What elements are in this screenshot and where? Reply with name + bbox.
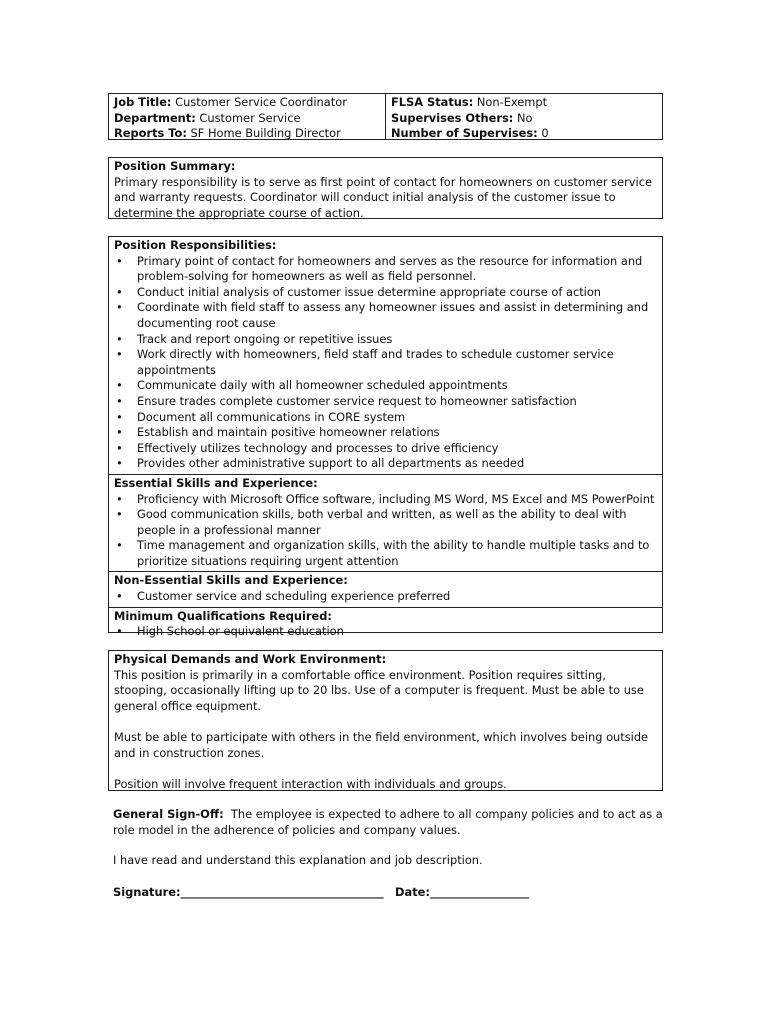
minimum-qualifications-list xyxy=(114,624,657,640)
supervises-row: Supervises Others: No xyxy=(391,110,533,125)
position-summary-text: Primary responsibility is to serve as first point of contact for homeowners on customer service and warranty requests. Coordinator will conduct initial analysis of the customer issue to determine the appropriate course of action. xyxy=(114,174,652,220)
essential-skills-title: Essential Skills and Experience: xyxy=(114,475,318,490)
position-summary-box xyxy=(108,157,663,219)
supervises-value: No xyxy=(516,110,533,125)
position-summary xyxy=(109,158,662,223)
signature-label: Signature: xyxy=(113,885,181,899)
non-essential-skills-section xyxy=(109,571,662,606)
num-supervises-value: 0 xyxy=(541,126,549,141)
list-item: • Ensure trades complete customer service request to homeowner satisfaction xyxy=(114,394,657,410)
responsibilities-title: Position Responsibilities: xyxy=(114,238,277,252)
reports-to-row: Reports To: SF Home Building Director xyxy=(114,126,341,141)
position-summary-title: Position Summary: xyxy=(114,159,236,173)
signature-field[interactable]: _______________________________________ xyxy=(180,885,384,899)
list-item: • High School or equivalent education xyxy=(114,624,657,640)
physical-demands-title: Physical Demands and Work Environment: xyxy=(114,652,387,666)
list-item: • Provides other administrative support to all departments as needed xyxy=(114,456,657,472)
list-item: • Primary point of contact for homeowners and serves as the resource for information and problem-solving for homeowners as well as field personnel. xyxy=(114,254,657,285)
list-item: • Document all communications in CORE system xyxy=(114,410,657,426)
general-signoff xyxy=(113,807,663,838)
minimum-qualifications-section xyxy=(109,607,662,642)
department-row: Department: Customer Service xyxy=(114,110,301,125)
job-title-value: Customer Service Coordinator xyxy=(175,95,347,109)
signature-line-row xyxy=(113,885,663,901)
job-title-row: Job Title: Customer Service Coordinator xyxy=(114,95,347,109)
num-supervises-row: Number of Supervises: 0 xyxy=(391,126,549,141)
list-item: • Conduct initial analysis of customer issue determine appropriate course of action xyxy=(114,285,657,301)
date-field[interactable]: ___________________ xyxy=(429,885,529,899)
list-item: • Work directly with homeowners, field staff and trades to schedule customer service appointments xyxy=(114,347,657,378)
physical-demands-box xyxy=(108,650,663,791)
non-essential-skills-list xyxy=(114,589,657,605)
flsa-value: Non-Exempt xyxy=(476,95,548,109)
responsibilities-list xyxy=(114,254,657,472)
acknowledgement-text: I have read and understand this explanation and job description. xyxy=(113,853,483,867)
flsa-row: FLSA Status: Non-Exempt xyxy=(391,95,548,109)
list-item: • Time management and organization skills, with the ability to handle multiple tasks and to prioritize situations requiring urgent attention xyxy=(114,538,657,569)
physical-demands-paragraph-1: This position is primarily in a comfortable office environment. Position requires sitting, stooping, occasionally lifting up to 20 lbs. Use of a computer is frequent. Must be able to use general office equipment. xyxy=(114,667,644,713)
minimum-qualifications-title: Minimum Qualifications Required: xyxy=(114,608,332,623)
list-item: • Coordinate with field staff to assess any homeowner issues and assist in determining and documenting root cause xyxy=(114,300,657,331)
reports-to-value: SF Home Building Director xyxy=(190,126,341,141)
job-header-left xyxy=(109,94,386,139)
list-item: • Effectively utilizes technology and processes to drive efficiency xyxy=(114,441,657,457)
job-header-table xyxy=(108,93,663,140)
general-signoff-text: The employee is expected to adhere to all company policies and to act as a role model in the adherence of policies and company values. xyxy=(113,807,663,837)
physical-demands-section xyxy=(109,651,662,794)
list-item: • Customer service and scheduling experience preferred xyxy=(114,589,657,605)
physical-demands-paragraph-3: Position will involve frequent interaction with individuals and groups. xyxy=(114,776,507,791)
general-signoff-label: General Sign-Off: xyxy=(113,807,224,821)
list-item: • Proficiency with Microsoft Office software, including MS Word, MS Excel and MS PowerPoint xyxy=(114,492,657,508)
essential-skills-section xyxy=(109,474,662,572)
physical-demands-paragraph-2: Must be able to participate with others in the field environment, which involves being outside and in construction zones. xyxy=(114,729,649,760)
responsibilities-box xyxy=(108,236,663,639)
list-item: • Track and report ongoing or repetitive issues xyxy=(114,332,657,348)
list-item: • Establish and maintain positive homeowner relations xyxy=(114,425,657,441)
responsibilities-section xyxy=(109,237,662,474)
non-essential-skills-title: Non-Essential Skills and Experience: xyxy=(114,573,348,588)
essential-skills-list xyxy=(114,492,657,570)
job-header-right xyxy=(386,94,662,139)
department-value: Customer Service xyxy=(199,110,301,125)
date-label: Date: xyxy=(395,885,430,899)
list-item: • Communicate daily with all homeowner scheduled appointments xyxy=(114,378,657,394)
list-item: • Good communication skills, both verbal and written, as well as the ability to deal with people in a professional manner xyxy=(114,507,657,538)
